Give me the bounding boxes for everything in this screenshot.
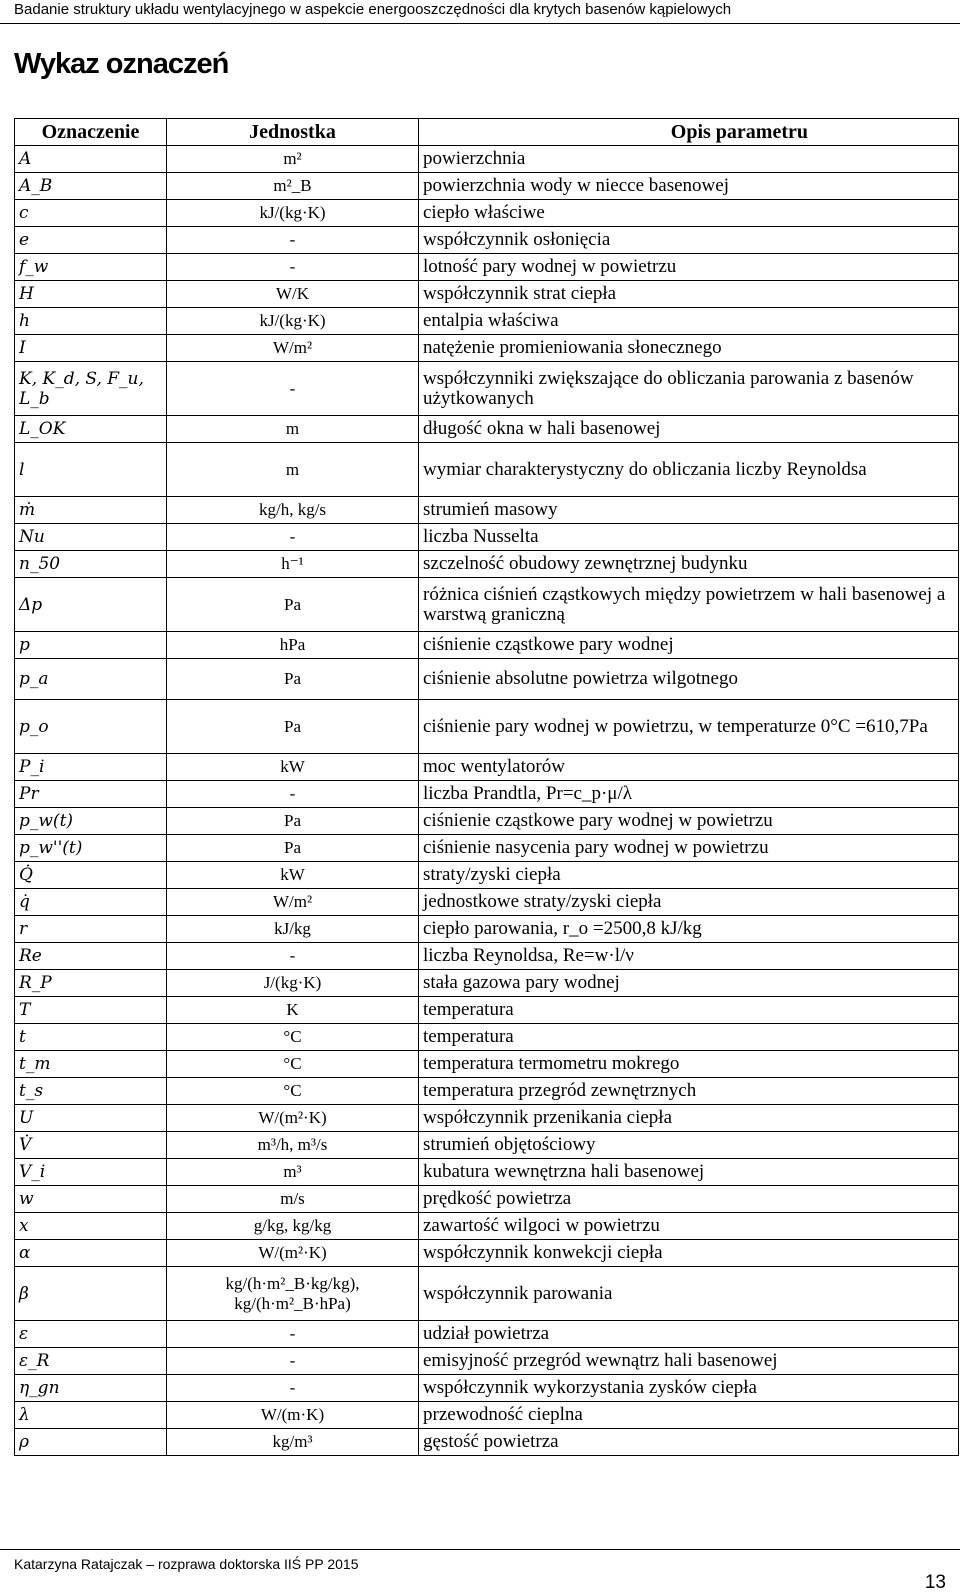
unit-cell: kW	[167, 862, 419, 889]
table-row	[15, 200, 959, 227]
description-cell: natężenie promieniowania słonecznego	[419, 335, 959, 362]
description-cell: współczynnik parowania	[419, 1267, 959, 1321]
description-cell: ciśnienie cząstkowe pary wodnej	[419, 632, 959, 659]
unit-cell: -	[167, 1321, 419, 1348]
description-cell: ciśnienie cząstkowe pary wodnej w powietrzu	[419, 808, 959, 835]
unit-cell: m/s	[167, 1186, 419, 1213]
footer-text: Katarzyna Ratajczak – rozprawa doktorska IIŚ PP 2015	[14, 1556, 359, 1572]
symbol-cell: t_s	[15, 1078, 167, 1105]
header-description: Opis parametru	[419, 119, 959, 146]
table-row	[15, 862, 959, 889]
symbol-cell: p_a	[15, 659, 167, 700]
unit-cell: kg/(h·m²_B·kg/kg), kg/(h·m²_B·hPa)	[167, 1267, 419, 1321]
unit-cell: kJ/(kg·K)	[167, 308, 419, 335]
description-cell: kubatura wewnętrzna hali basenowej	[419, 1159, 959, 1186]
description-cell: długość okna w hali basenowej	[419, 416, 959, 443]
symbol-cell: c	[15, 200, 167, 227]
description-cell: ciepło parowania, r_o =2500,8 kJ/kg	[419, 916, 959, 943]
table-row	[15, 1240, 959, 1267]
symbol-cell: K, K_d, S, F_u, L_b	[15, 362, 167, 416]
symbol-cell: p_w(t)	[15, 808, 167, 835]
symbol-cell: A	[15, 146, 167, 173]
description-cell: zawartość wilgoci w powietrzu	[419, 1213, 959, 1240]
symbol-cell: λ	[15, 1402, 167, 1429]
unit-cell: -	[167, 254, 419, 281]
table-row	[15, 416, 959, 443]
unit-cell: m	[167, 416, 419, 443]
unit-cell: -	[167, 943, 419, 970]
unit-cell: -	[167, 1348, 419, 1375]
unit-cell: m³	[167, 1159, 419, 1186]
unit-cell: hPa	[167, 632, 419, 659]
description-cell: powierzchnia wody w niecce basenowej	[419, 173, 959, 200]
description-cell: liczba Nusselta	[419, 524, 959, 551]
table-row	[15, 443, 959, 497]
description-cell: gęstość powietrza	[419, 1429, 959, 1456]
description-cell: współczynnik strat ciepła	[419, 281, 959, 308]
table-row	[15, 632, 959, 659]
unit-cell: Pa	[167, 578, 419, 632]
description-cell: liczba Prandtla, Pr=c_p·μ/λ	[419, 781, 959, 808]
description-cell: temperatura	[419, 997, 959, 1024]
unit-cell: J/(kg·K)	[167, 970, 419, 997]
table-row	[15, 1429, 959, 1456]
table-row	[15, 970, 959, 997]
symbol-cell: U	[15, 1105, 167, 1132]
symbol-cell: ε_R	[15, 1348, 167, 1375]
description-cell: emisyjność przegród wewnątrz hali basenowej	[419, 1348, 959, 1375]
running-header-text: Badanie struktury układu wentylacyjnego w aspekcie energooszczędności dla krytych basenów kąpielowych	[14, 1, 732, 18]
description-cell: powierzchnia	[419, 146, 959, 173]
unit-cell: W/(m²·K)	[167, 1240, 419, 1267]
symbol-cell: Δp	[15, 578, 167, 632]
page-title: Wykaz oznaczeń	[14, 48, 229, 80]
unit-cell: -	[167, 524, 419, 551]
symbol-cell: p	[15, 632, 167, 659]
description-cell: szczelność obudowy zewnętrznej budynku	[419, 551, 959, 578]
unit-cell: Pa	[167, 835, 419, 862]
table-row	[15, 1051, 959, 1078]
table-header-row	[15, 119, 959, 146]
symbol-cell: Pr	[15, 781, 167, 808]
symbol-cell: A_B	[15, 173, 167, 200]
table-row	[15, 497, 959, 524]
description-cell: ciśnienie pary wodnej w powietrzu, w temperaturze 0°C =610,7Pa	[419, 700, 959, 754]
description-cell: temperatura termometru mokrego	[419, 1051, 959, 1078]
description-cell: współczynnik osłonięcia	[419, 227, 959, 254]
unit-cell: kJ/kg	[167, 916, 419, 943]
unit-cell: -	[167, 227, 419, 254]
unit-cell: m²	[167, 146, 419, 173]
table-row	[15, 1375, 959, 1402]
table-row	[15, 943, 959, 970]
symbol-cell: T	[15, 997, 167, 1024]
symbol-cell: ρ	[15, 1429, 167, 1456]
description-cell: jednostkowe straty/zyski ciepła	[419, 889, 959, 916]
unit-cell: °C	[167, 1024, 419, 1051]
symbol-cell: β	[15, 1267, 167, 1321]
description-cell: lotność pary wodnej w powietrzu	[419, 254, 959, 281]
unit-cell: m²_B	[167, 173, 419, 200]
description-cell: temperatura przegród zewnętrznych	[419, 1078, 959, 1105]
symbol-cell: V_i	[15, 1159, 167, 1186]
page-number: 13	[924, 1572, 946, 1593]
table-row	[15, 146, 959, 173]
unit-cell: W/(m²·K)	[167, 1105, 419, 1132]
header-unit: Jednostka	[167, 119, 419, 146]
description-cell: ciśnienie nasycenia pary wodnej w powietrzu	[419, 835, 959, 862]
symbol-cell: Nu	[15, 524, 167, 551]
table-row	[15, 808, 959, 835]
table-row	[15, 835, 959, 862]
symbol-cell: P_i	[15, 754, 167, 781]
unit-cell: h⁻¹	[167, 551, 419, 578]
table-row	[15, 1213, 959, 1240]
table-row	[15, 1267, 959, 1321]
symbol-cell: l	[15, 443, 167, 497]
symbol-cell: ṁ	[15, 497, 167, 524]
unit-cell: Pa	[167, 659, 419, 700]
symbol-cell: η_gn	[15, 1375, 167, 1402]
symbol-cell: L_OK	[15, 416, 167, 443]
unit-cell: kJ/(kg·K)	[167, 200, 419, 227]
description-cell: temperatura	[419, 1024, 959, 1051]
table-row	[15, 362, 959, 416]
description-cell: stała gazowa pary wodnej	[419, 970, 959, 997]
description-cell: współczynniki zwiększające do obliczania parowania z basenów użytkowanych	[419, 362, 959, 416]
unit-cell: -	[167, 362, 419, 416]
table-row	[15, 551, 959, 578]
unit-cell: g/kg, kg/kg	[167, 1213, 419, 1240]
unit-cell: m³/h, m³/s	[167, 1132, 419, 1159]
table-row	[15, 916, 959, 943]
table-row	[15, 308, 959, 335]
table-row	[15, 1321, 959, 1348]
unit-cell: m	[167, 443, 419, 497]
symbol-cell: t	[15, 1024, 167, 1051]
unit-cell: W/m²	[167, 335, 419, 362]
unit-cell: kW	[167, 754, 419, 781]
symbol-cell: V̇	[15, 1132, 167, 1159]
symbol-cell: ε	[15, 1321, 167, 1348]
description-cell: strumień masowy	[419, 497, 959, 524]
description-cell: straty/zyski ciepła	[419, 862, 959, 889]
description-cell: ciepło właściwe	[419, 200, 959, 227]
description-cell: prędkość powietrza	[419, 1186, 959, 1213]
table-row	[15, 1186, 959, 1213]
symbol-cell: p_w''(t)	[15, 835, 167, 862]
description-cell: przewodność cieplna	[419, 1402, 959, 1429]
symbol-cell: r	[15, 916, 167, 943]
symbol-cell: n_50	[15, 551, 167, 578]
description-cell: wymiar charakterystyczny do obliczania liczby Reynoldsa	[419, 443, 959, 497]
symbol-cell: e	[15, 227, 167, 254]
description-cell: współczynnik wykorzystania zysków ciepła	[419, 1375, 959, 1402]
table-row	[15, 173, 959, 200]
symbol-cell: t_m	[15, 1051, 167, 1078]
symbol-cell: q̇	[15, 889, 167, 916]
table-row	[15, 1132, 959, 1159]
table-row	[15, 1105, 959, 1132]
table-row	[15, 700, 959, 754]
unit-cell: -	[167, 781, 419, 808]
symbol-cell: H	[15, 281, 167, 308]
description-cell: strumień objętościowy	[419, 1132, 959, 1159]
table-row	[15, 254, 959, 281]
unit-cell: W/K	[167, 281, 419, 308]
description-cell: współczynnik konwekcji ciepła	[419, 1240, 959, 1267]
description-cell: ciśnienie absolutne powietrza wilgotnego	[419, 659, 959, 700]
table-row	[15, 578, 959, 632]
description-cell: liczba Reynoldsa, Re=w·l/ν	[419, 943, 959, 970]
unit-cell: W/m²	[167, 889, 419, 916]
symbol-cell: Q̇	[15, 862, 167, 889]
unit-cell: °C	[167, 1078, 419, 1105]
unit-cell: kg/h, kg/s	[167, 497, 419, 524]
table-row	[15, 335, 959, 362]
running-header	[0, 0, 960, 24]
table-row	[15, 524, 959, 551]
table-row	[15, 889, 959, 916]
unit-cell: Pa	[167, 700, 419, 754]
symbols-table	[14, 118, 959, 1456]
table-row	[15, 1078, 959, 1105]
unit-cell: kg/m³	[167, 1429, 419, 1456]
symbol-cell: Re	[15, 943, 167, 970]
table-row	[15, 659, 959, 700]
table-row	[15, 997, 959, 1024]
symbol-cell: I	[15, 335, 167, 362]
description-cell: różnica ciśnień cząstkowych między powietrzem w hali basenowej a warstwą graniczną	[419, 578, 959, 632]
page-footer	[0, 1549, 960, 1593]
table-row	[15, 281, 959, 308]
symbol-cell: x	[15, 1213, 167, 1240]
unit-cell: K	[167, 997, 419, 1024]
table-row	[15, 754, 959, 781]
table-row	[15, 1348, 959, 1375]
symbol-cell: R_P	[15, 970, 167, 997]
symbol-cell: α	[15, 1240, 167, 1267]
description-cell: współczynnik przenikania ciepła	[419, 1105, 959, 1132]
symbol-cell: w	[15, 1186, 167, 1213]
table-row	[15, 781, 959, 808]
header-symbol: Oznaczenie	[15, 119, 167, 146]
table-row	[15, 227, 959, 254]
unit-cell: -	[167, 1375, 419, 1402]
description-cell: entalpia właściwa	[419, 308, 959, 335]
unit-cell: W/(m·K)	[167, 1402, 419, 1429]
unit-cell: °C	[167, 1051, 419, 1078]
unit-cell: Pa	[167, 808, 419, 835]
symbol-cell: p_o	[15, 700, 167, 754]
symbol-cell: f_w	[15, 254, 167, 281]
table-row	[15, 1402, 959, 1429]
symbol-cell: h	[15, 308, 167, 335]
table-row	[15, 1024, 959, 1051]
table-row	[15, 1159, 959, 1186]
description-cell: udział powietrza	[419, 1321, 959, 1348]
description-cell: moc wentylatorów	[419, 754, 959, 781]
